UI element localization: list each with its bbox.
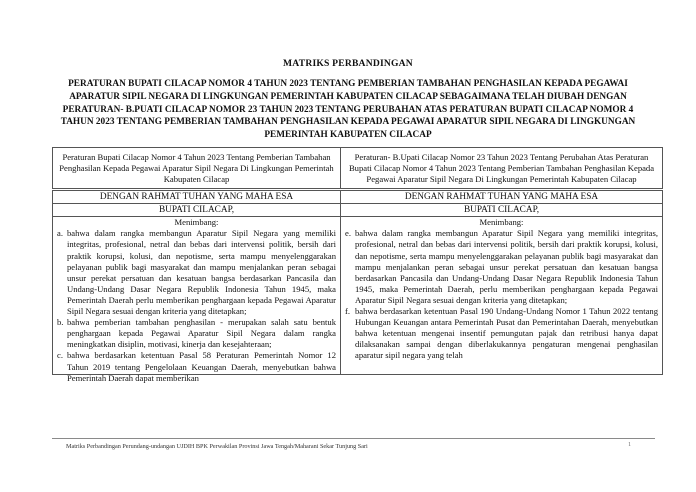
footer-text: Matriks Perbandingan Perundang-undangan UJDIH BPK Perwakilan Provinsi Jawa Tengah/Maharani Sekar Tunjung Sari xyxy=(66,443,368,450)
item-text: bahwa dalam rangka membangun Aparatur Sipil Negara yang memiliki integritas, profesional, netral dan bebas dari intervensi politik, bersih dari praktik korupsi, kolusi, dan nepotisme, serta mampu menyelenggarakan pelayanan publik bagi masyarakat dan mampu menjalankan peran sebagai unsur perekat persatuan dan kesatuan bangsa berdasarkan Pancasila dan Undang-Undang Dasar Negara Republik Indonesia Tahun 1945, maka Pemerintah Daerah perlu memberikan penghargaan kepada Pegawai Aparatur Sipil Negara sesuai dengan kriteria yang ditetapkan; xyxy=(67,228,336,317)
item-letter: c. xyxy=(57,350,63,361)
item-letter: b. xyxy=(57,317,64,328)
right-column-header: Peraturan- B.Upati Cilacap Nomor 23 Tahun 2023 Tentang Perubahan Atas Peraturan Bupati Cilacap Nomor 4 Tahun 2023 Tentang Pemberian Tambahan Penghasilan Kepada Pegawai Aparatur Sipil Negara Di Lingkungan Pemerintah Kabupaten Cilacap xyxy=(341,148,663,190)
item-text: bahwa dalam rangka membangun Aparatur Sipil Negara yang memiliki integritas, profesional, netral dan bebas dari intervensi politik, bersih dari praktik korupsi, kolusi, dan nepotisme, serta mampu menyelenggarakan pelayanan publik bagi masyarakat dan mampu menjalankan peran sebagai unsur perekat persatuan dan kesatuan bangsa berdasarkan Pancasila dan Undang-Undang Dasar Negara Republik Indonesia Tahun 1945, maka Pemerintah Daerah, perlu memberikan penghargaan kepada Pegawai Aparatur Sipil Negara sesuai dengan kriteria yang ditetapkan; xyxy=(355,228,658,305)
left-column-header: Peraturan Bupati Cilacap Nomor 4 Tahun 2023 Tentang Pemberian Tambahan Penghasilan Kepada Pegawai Aparatur Sipil Negara Di Lingkungan Pemerintah Kabupaten Cilacap xyxy=(53,148,341,190)
right-bupati: BUPATI CILACAP, xyxy=(341,204,663,217)
page-number: 1 xyxy=(628,441,632,448)
table-header-row xyxy=(53,148,663,190)
item-text: bahwa berdasarkan ketentuan Pasal 190 Undang-Undang Nomor 1 Tahun 2022 tentang Hubungan Keuangan antara Pemerintah Pusat dan Pemerintahan Daerah, menyebutkan bahwa ketentuan mengenai insentif pemungutan pajak dan retribusi hanya dapat dilaksanakan sampai dengan diberlakukannya pengaturan mengenai penghasilan aparatur sipil negara yang telah xyxy=(355,306,658,361)
document-title: MATRIKS PERBANDINGAN xyxy=(283,58,413,69)
left-bupati: BUPATI CILACAP, xyxy=(53,204,341,217)
comparison-table xyxy=(52,147,663,383)
item-text: bahwa pemberian tambahan penghasilan - merupakan salah satu bentuk penghargaan kepada Pegawai Aparatur Sipil Negara dalam rangka meningkatkan disiplin, motivasi, kinerja dan kesejahteraan; xyxy=(67,317,336,350)
list-item xyxy=(345,228,658,306)
left-menimbang-cell xyxy=(53,217,341,383)
footer-divider xyxy=(52,438,655,439)
right-rahmat: DENGAN RAHMAT TUHAN YANG MAHA ESA xyxy=(341,190,663,204)
right-menimbang-cell xyxy=(341,217,663,375)
bupati-row xyxy=(53,204,663,217)
rahmat-row xyxy=(53,190,663,204)
item-letter: a. xyxy=(57,228,63,239)
left-rahmat: DENGAN RAHMAT TUHAN YANG MAHA ESA xyxy=(53,190,341,204)
list-item xyxy=(345,306,658,361)
list-item xyxy=(57,317,336,350)
document-subtitle: PERATURAN BUPATI CILACAP NOMOR 4 TAHUN 2023 TENTANG PEMBERIAN TAMBAHAN PENGHASILAN KEPADA PEGAWAI APARATUR SIPIL NEGARA DI LINGKUNGAN PEMERINTAH KABUPATEN CILACAP SEBAGAIMANA TELAH DIUBAH DENGAN PERATURAN- B.PUATI CILACAP NOMOR 23 TAHUN 2023 TENTANG PERUBAHAN ATAS PERATURAN BUPATI CILACAP NOMOR 4 TAHUN 2023 TENTANG PEMBERIAN TAMBAHAN PENGHASILAN KEPADA PEGAWAI APARATUR SIPIL NEGARA DI LINGKUNGAN PEMERINTAH KABUPATEN CILACAP xyxy=(60,79,636,141)
menimbang-row xyxy=(53,217,663,375)
right-menimbang-label: Menimbang: xyxy=(479,217,524,228)
list-item xyxy=(57,350,336,383)
left-menimbang-label: Menimbang: xyxy=(174,217,219,228)
list-item xyxy=(57,228,336,317)
item-text: bahwa berdasarkan ketentuan Pasal 58 Peraturan Pemerintah Nomor 12 Tahun 2019 tentang Pengelolaan Keuangan Daerah, menyebutkan bahwa Pemerintah Daerah dapat memberikan xyxy=(67,350,336,383)
item-letter: e. xyxy=(345,228,351,239)
item-letter: f. xyxy=(345,306,351,317)
